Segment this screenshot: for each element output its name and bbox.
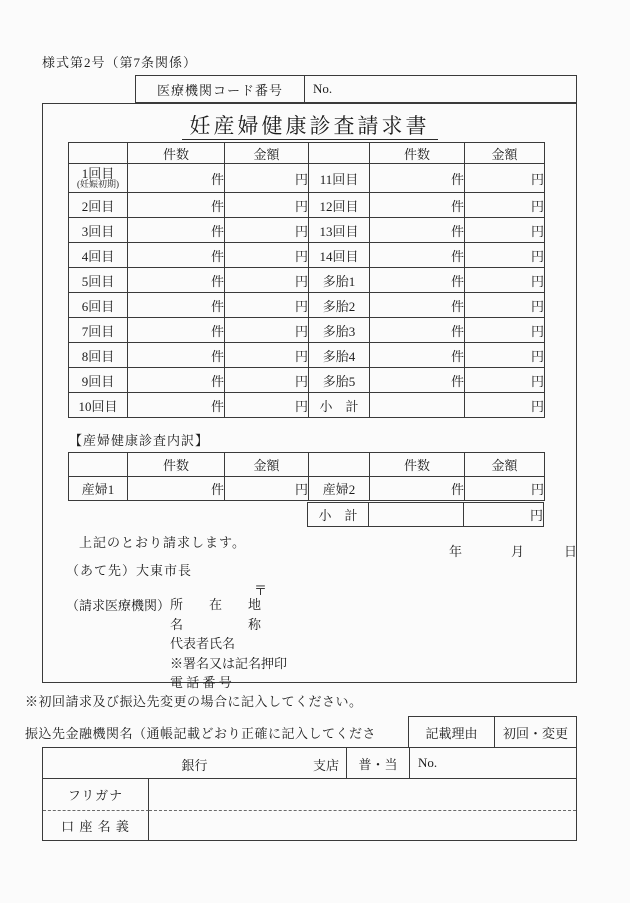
header-blank-right	[309, 453, 370, 477]
entry-reason-box	[408, 716, 577, 748]
header-amount-left: 金額	[225, 143, 309, 164]
main-claim-box	[42, 103, 578, 690]
table-row	[69, 393, 545, 418]
account-holder-label: 口 座 名 義	[43, 811, 149, 840]
round-label: 10回目	[69, 393, 128, 418]
table-row	[69, 293, 545, 318]
date-line	[43, 541, 576, 557]
claim-statement: 上記のとおり請求します。	[79, 535, 246, 550]
round-label: 多胎1	[309, 268, 370, 293]
round-label: 3回目	[69, 218, 128, 243]
header-blank-left	[69, 453, 128, 477]
count-cell: 件	[370, 218, 465, 243]
table-row	[69, 368, 545, 393]
requester-name-label: 名 称	[170, 616, 262, 632]
amount-cell: 円	[465, 243, 545, 268]
amount-cell: 円	[225, 293, 309, 318]
amount-cell: 円	[465, 193, 545, 218]
header-blank-right	[309, 143, 370, 164]
count-cell: 件	[370, 368, 465, 393]
header-blank-left	[69, 143, 128, 164]
round-1-sublabel: (妊娠初期)	[77, 179, 119, 189]
furigana-label: フリガナ	[43, 779, 149, 811]
count-cell: 件	[128, 393, 225, 418]
amount-cell: 円	[225, 164, 309, 193]
round-label: 9回目	[69, 368, 128, 393]
round-label: 多胎2	[309, 293, 370, 318]
count-cell: 件	[128, 164, 225, 193]
table-header-row	[69, 453, 545, 477]
count-cell: 件	[128, 477, 225, 501]
amount-cell: 円	[465, 318, 545, 343]
first-claim-note: ※初回請求及び振込先変更の場合に記入してください。	[25, 694, 363, 709]
amount-cell: 円	[225, 343, 309, 368]
requester-signature-note: ※署名又は記名押印	[170, 655, 288, 671]
count-cell: 件	[370, 318, 465, 343]
date-year-label: 年	[449, 544, 463, 559]
date-month-label: 月	[511, 544, 525, 559]
postpartum-2-label: 産婦2	[309, 477, 370, 501]
round-label: 6回目	[69, 293, 128, 318]
account-holder-field	[149, 811, 576, 840]
amount-cell: 円	[225, 218, 309, 243]
subtotal-label: 小 計	[308, 503, 369, 527]
count-cell: 件	[370, 477, 465, 501]
furigana-field	[149, 779, 576, 811]
amount-cell: 円	[465, 343, 545, 368]
table-row	[69, 343, 545, 368]
medical-code-label: 医療機関コード番号	[136, 76, 305, 102]
requester-block	[66, 595, 287, 693]
medical-code-box	[135, 75, 577, 103]
date-day-label: 日	[564, 544, 578, 559]
requester-phone-label: 電 話 番 号	[170, 675, 232, 690]
header-amount-right: 金額	[465, 453, 545, 477]
account-number-cell: No.	[418, 755, 438, 770]
count-cell: 件	[128, 318, 225, 343]
count-cell: 件	[128, 268, 225, 293]
count-cell: 件	[370, 293, 465, 318]
count-cell: 件	[128, 293, 225, 318]
table-row	[69, 193, 545, 218]
amount-cell: 円	[465, 268, 545, 293]
entry-reason-label: 記載理由	[409, 717, 495, 747]
round-label: 多胎3	[309, 318, 370, 343]
count-cell: 件	[128, 368, 225, 393]
requester-fields	[170, 595, 287, 693]
round-label: 12回目	[309, 193, 370, 218]
amount-cell: 円	[465, 477, 545, 501]
amount-cell: 円	[465, 218, 545, 243]
round-label: 11回目	[309, 164, 370, 193]
account-holder-table	[42, 778, 577, 841]
pregnancy-checkup-table	[68, 142, 545, 418]
requester-label: （請求医療機関）	[66, 598, 171, 613]
count-cell: 件	[128, 218, 225, 243]
amount-cell: 円	[225, 268, 309, 293]
round-label: 4回目	[69, 243, 128, 268]
count-cell: 件	[370, 243, 465, 268]
count-cell: 件	[128, 193, 225, 218]
round-label: 5回目	[69, 268, 128, 293]
amount-cell: 円	[465, 368, 545, 393]
count-cell	[369, 503, 464, 527]
amount-cell: 円	[225, 193, 309, 218]
postpartum-1-label: 産婦1	[69, 477, 128, 501]
count-cell: 件	[370, 164, 465, 193]
requester-representative-label: 代表者氏名	[170, 636, 236, 651]
round-label: 8回目	[69, 343, 128, 368]
postpartum-section-heading: 【産婦健康診査内訳】	[69, 433, 210, 448]
count-cell	[370, 393, 465, 418]
header-count-left: 件数	[128, 143, 225, 164]
entry-reason-options: 初回・変更	[502, 725, 568, 741]
requester-address-label: 所 在 地	[170, 597, 262, 612]
table-row	[69, 164, 545, 193]
round-1-label: 1回目	[81, 166, 115, 181]
count-cell: 件	[128, 343, 225, 368]
header-count-left: 件数	[128, 453, 225, 477]
round-label: 13回目	[309, 218, 370, 243]
header-amount-right: 金額	[465, 143, 545, 164]
postpartum-subtotal-row	[307, 502, 544, 527]
amount-cell: 円	[225, 318, 309, 343]
round-label: 多胎5	[309, 368, 370, 393]
count-cell: 件	[370, 343, 465, 368]
table-row	[69, 477, 545, 501]
table-header-row	[69, 143, 545, 164]
amount-cell: 円	[225, 477, 309, 501]
postal-mark: 〒	[254, 583, 268, 598]
branch-label: 支店	[312, 758, 339, 773]
bank-label: 銀行	[181, 758, 208, 773]
amount-cell: 円	[465, 293, 545, 318]
amount-cell: 円	[464, 503, 544, 527]
amount-cell: 円	[225, 243, 309, 268]
table-row	[69, 318, 545, 343]
form-number-label: 様式第2号（第7条関係）	[42, 55, 198, 70]
round-label: 多胎4	[309, 343, 370, 368]
subtotal-label: 小 計	[309, 393, 370, 418]
bank-branch-row	[42, 747, 577, 779]
table-row	[69, 243, 545, 268]
round-label: 14回目	[309, 243, 370, 268]
header-count-right: 件数	[370, 453, 465, 477]
addressee-line: （あて先）大東市長	[66, 563, 193, 578]
bank-name-cell	[43, 748, 347, 778]
header-count-right: 件数	[370, 143, 465, 164]
count-cell: 件	[128, 243, 225, 268]
form-title	[43, 110, 576, 140]
table-row	[308, 503, 544, 527]
medical-code-no-field: No.	[313, 81, 333, 96]
amount-cell: 円	[225, 393, 309, 418]
count-cell: 件	[370, 193, 465, 218]
amount-cell: 円	[225, 368, 309, 393]
account-type-cell: 普・当	[347, 748, 410, 778]
round-label: 7回目	[69, 318, 128, 343]
table-row	[69, 268, 545, 293]
round-label	[69, 164, 128, 193]
header-amount-left: 金額	[225, 453, 309, 477]
count-cell: 件	[370, 268, 465, 293]
table-row	[69, 218, 545, 243]
form-title-text: 妊産婦健康診査請求書	[182, 114, 438, 140]
amount-cell: 円	[465, 393, 545, 418]
bank-name-instruction: 振込先金融機関名（通帳記載どおり正確に記入してくださ	[25, 726, 377, 741]
amount-cell: 円	[465, 164, 545, 193]
round-label: 2回目	[69, 193, 128, 218]
postpartum-checkup-table	[68, 452, 545, 501]
